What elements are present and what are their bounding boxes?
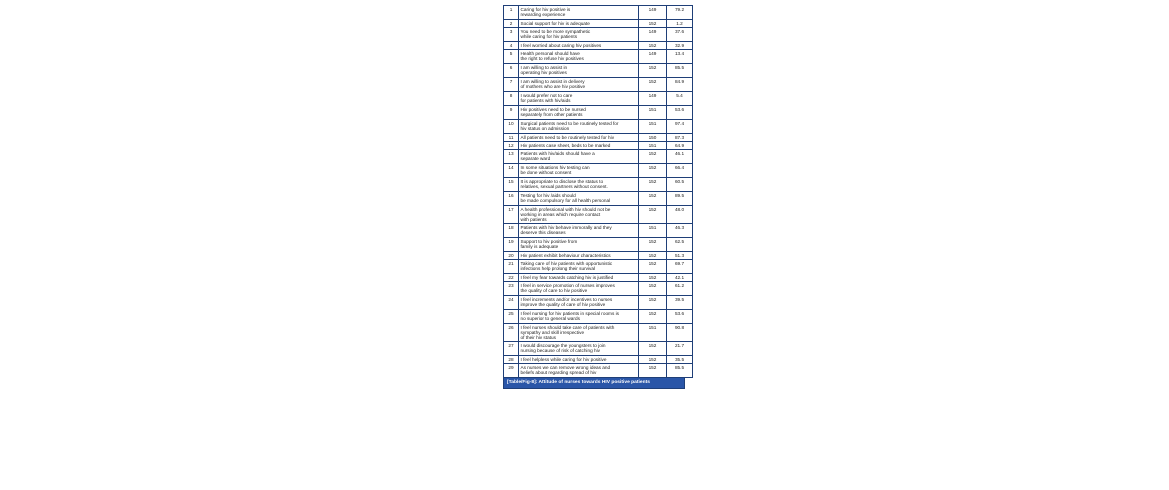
- statement-cell: I am willing to assist in delivery of mothers who are hiv positive: [519, 78, 639, 92]
- statement-cell: I am willing to assist in operating hiv positives: [519, 64, 639, 78]
- percent-cell: 53.6: [667, 106, 693, 120]
- statement-cell: Surgical patients need to be routinely tested for hiv status on admission: [519, 120, 639, 134]
- row-number-cell: 12: [504, 142, 519, 150]
- statement-cell: Patients with hiv behave immorally and they deserve this diseases: [519, 224, 639, 238]
- respondents-cell: 152: [639, 238, 667, 252]
- percent-cell: 53.6: [667, 310, 693, 324]
- percent-cell: 64.9: [667, 142, 693, 150]
- row-number-cell: 15: [504, 178, 519, 192]
- row-number-cell: 23: [504, 282, 519, 296]
- statement-cell: I feel in service promotion of nurses improves the quality of care to hiv positive: [519, 282, 639, 296]
- row-number-cell: 13: [504, 150, 519, 164]
- respondents-cell: 152: [639, 64, 667, 78]
- percent-cell: 60.5: [667, 178, 693, 192]
- table-row: [504, 120, 693, 134]
- table-row: [504, 364, 693, 378]
- table-row: [504, 142, 693, 150]
- percent-cell: 13.4: [667, 50, 693, 64]
- row-number-cell: 22: [504, 274, 519, 282]
- table-row: [504, 342, 693, 356]
- row-number-cell: 3: [504, 28, 519, 42]
- statement-cell: A health professional with hiv should not be working in areas which require contact with patients: [519, 206, 639, 224]
- table-row: [504, 260, 693, 274]
- respondents-cell: 149: [639, 28, 667, 42]
- respondents-cell: 152: [639, 164, 667, 178]
- respondents-cell: 152: [639, 296, 667, 310]
- respondents-cell: 152: [639, 282, 667, 296]
- table-row: [504, 6, 693, 20]
- statement-cell: Testing for hiv /aids should be made compulsory for all health personal: [519, 192, 639, 206]
- table-row: [504, 356, 693, 364]
- table-row: [504, 178, 693, 192]
- statement-cell: I feel nurses should take care of patients with sympathy and skill irrespective of their hiv status: [519, 324, 639, 342]
- row-number-cell: 20: [504, 252, 519, 260]
- respondents-cell: 151: [639, 324, 667, 342]
- statement-cell: I feel increments and/or incentives to nurses improve the quality of care of hiv positive: [519, 296, 639, 310]
- respondents-cell: 152: [639, 364, 667, 378]
- table-row: [504, 238, 693, 252]
- table-row: [504, 164, 693, 178]
- statement-cell: Health personal should have the right to refuse hiv positives: [519, 50, 639, 64]
- percent-cell: 1.2: [667, 20, 693, 28]
- percent-cell: 89.5: [667, 192, 693, 206]
- row-number-cell: 19: [504, 238, 519, 252]
- statement-cell: Support to hiv positive from family is adequate: [519, 238, 639, 252]
- respondents-cell: 149: [639, 6, 667, 20]
- statement-cell: I would discourage the youngsters to join nursing because of risk of catching hiv: [519, 342, 639, 356]
- percent-cell: 37.6: [667, 28, 693, 42]
- percent-cell: 85.5: [667, 64, 693, 78]
- respondents-cell: 151: [639, 106, 667, 120]
- statement-cell: I feel nursing for hiv patients in special rooms is no superior to general wards: [519, 310, 639, 324]
- table-row: [504, 192, 693, 206]
- table-row: [504, 92, 693, 106]
- row-number-cell: 11: [504, 134, 519, 142]
- percent-cell: 46.3: [667, 224, 693, 238]
- respondents-cell: 152: [639, 150, 667, 164]
- percent-cell: 46.1: [667, 150, 693, 164]
- table-row: [504, 224, 693, 238]
- table-row: [504, 78, 693, 92]
- percent-cell: 69.7: [667, 260, 693, 274]
- table-row: [504, 310, 693, 324]
- statement-cell: Hiv positives need to be nursed separately from other patients: [519, 106, 639, 120]
- percent-cell: 66.4: [667, 164, 693, 178]
- statement-cell: Hiv patients case sheet, beds to be marked: [519, 142, 639, 150]
- percent-cell: 51.3: [667, 252, 693, 260]
- table-row: [504, 134, 693, 142]
- table-row: [504, 150, 693, 164]
- respondents-cell: 152: [639, 192, 667, 206]
- statement-cell: Taking care of hiv patients with opportunistic infections help prolong their survival: [519, 260, 639, 274]
- row-number-cell: 7: [504, 78, 519, 92]
- statement-cell: Social support for hiv is adequate: [519, 20, 639, 28]
- percent-cell: 32.9: [667, 42, 693, 50]
- table-row: [504, 252, 693, 260]
- table-row: [504, 106, 693, 120]
- table-row: [504, 282, 693, 296]
- percent-cell: 85.5: [667, 364, 693, 378]
- statement-cell: Patients with hiv/aids should have a separate ward: [519, 150, 639, 164]
- percent-cell: 61.2: [667, 282, 693, 296]
- respondents-cell: 149: [639, 92, 667, 106]
- respondents-cell: 152: [639, 274, 667, 282]
- statement-cell: All patients need to be routinely tested for hiv: [519, 134, 639, 142]
- row-number-cell: 10: [504, 120, 519, 134]
- table-row: [504, 50, 693, 64]
- statement-cell: It is appropriate to disclose the status to relatives, sexual partners without consent.: [519, 178, 639, 192]
- row-number-cell: 17: [504, 206, 519, 224]
- row-number-cell: 8: [504, 92, 519, 106]
- row-number-cell: 21: [504, 260, 519, 274]
- respondents-cell: 152: [639, 356, 667, 364]
- table-row: [504, 296, 693, 310]
- respondents-cell: 152: [639, 252, 667, 260]
- table-row: [504, 20, 693, 28]
- statement-cell: As nurses we can remove wrong ideas and beliefs about regarding spread of hiv: [519, 364, 639, 378]
- row-number-cell: 2: [504, 20, 519, 28]
- respondents-cell: 152: [639, 178, 667, 192]
- row-number-cell: 6: [504, 64, 519, 78]
- row-number-cell: 5: [504, 50, 519, 64]
- row-number-cell: 28: [504, 356, 519, 364]
- row-number-cell: 27: [504, 342, 519, 356]
- respondents-cell: 152: [639, 342, 667, 356]
- statement-cell: I feel worried about caring hiv positives: [519, 42, 639, 50]
- table-row: [504, 64, 693, 78]
- attitude-table: [503, 5, 693, 378]
- percent-cell: 84.9: [667, 78, 693, 92]
- row-number-cell: 18: [504, 224, 519, 238]
- respondents-cell: 152: [639, 260, 667, 274]
- respondents-cell: 151: [639, 142, 667, 150]
- respondents-cell: 152: [639, 42, 667, 50]
- respondents-cell: 151: [639, 224, 667, 238]
- respondents-cell: 152: [639, 206, 667, 224]
- statement-cell: I would prefer not to care for patients with hiv/aids: [519, 92, 639, 106]
- respondents-cell: 152: [639, 78, 667, 92]
- row-number-cell: 26: [504, 324, 519, 342]
- row-number-cell: 4: [504, 42, 519, 50]
- percent-cell: 39.5: [667, 296, 693, 310]
- respondents-cell: 150: [639, 134, 667, 142]
- percent-cell: 21.7: [667, 342, 693, 356]
- respondents-cell: 151: [639, 120, 667, 134]
- row-number-cell: 1: [504, 6, 519, 20]
- respondents-cell: 149: [639, 50, 667, 64]
- statement-cell: I feel my fear towards catching hiv is justified: [519, 274, 639, 282]
- row-number-cell: 14: [504, 164, 519, 178]
- table-row: [504, 274, 693, 282]
- statement-cell: I feel helpless while caring for hiv positive: [519, 356, 639, 364]
- statement-cell: In some situations hiv testing can be done without consent: [519, 164, 639, 178]
- statement-cell: Hiv patient exhibit behaviour characteristics: [519, 252, 639, 260]
- table-caption: [Table/Fig-8]: Attitude of nurses towards HIV positive patients: [503, 378, 685, 389]
- table-row: [504, 206, 693, 224]
- table-row: [504, 324, 693, 342]
- percent-cell: 62.5: [667, 238, 693, 252]
- percent-cell: 42.1: [667, 274, 693, 282]
- percent-cell: 97.4: [667, 120, 693, 134]
- percent-cell: 90.8: [667, 324, 693, 342]
- respondents-cell: 152: [639, 310, 667, 324]
- respondents-cell: 152: [639, 20, 667, 28]
- row-number-cell: 25: [504, 310, 519, 324]
- percent-cell: 5.4: [667, 92, 693, 106]
- attitude-table-body: [504, 6, 693, 378]
- statement-cell: Caring for hiv positive is rewarding experience: [519, 6, 639, 20]
- row-number-cell: 24: [504, 296, 519, 310]
- table-row: [504, 28, 693, 42]
- percent-cell: 87.3: [667, 134, 693, 142]
- attitude-table-figure: [503, 5, 685, 389]
- row-number-cell: 29: [504, 364, 519, 378]
- table-row: [504, 42, 693, 50]
- row-number-cell: 16: [504, 192, 519, 206]
- percent-cell: 48.0: [667, 206, 693, 224]
- percent-cell: 79.2: [667, 6, 693, 20]
- percent-cell: 35.5: [667, 356, 693, 364]
- statement-cell: You need to be more sympathetic while caring for hiv patients: [519, 28, 639, 42]
- row-number-cell: 9: [504, 106, 519, 120]
